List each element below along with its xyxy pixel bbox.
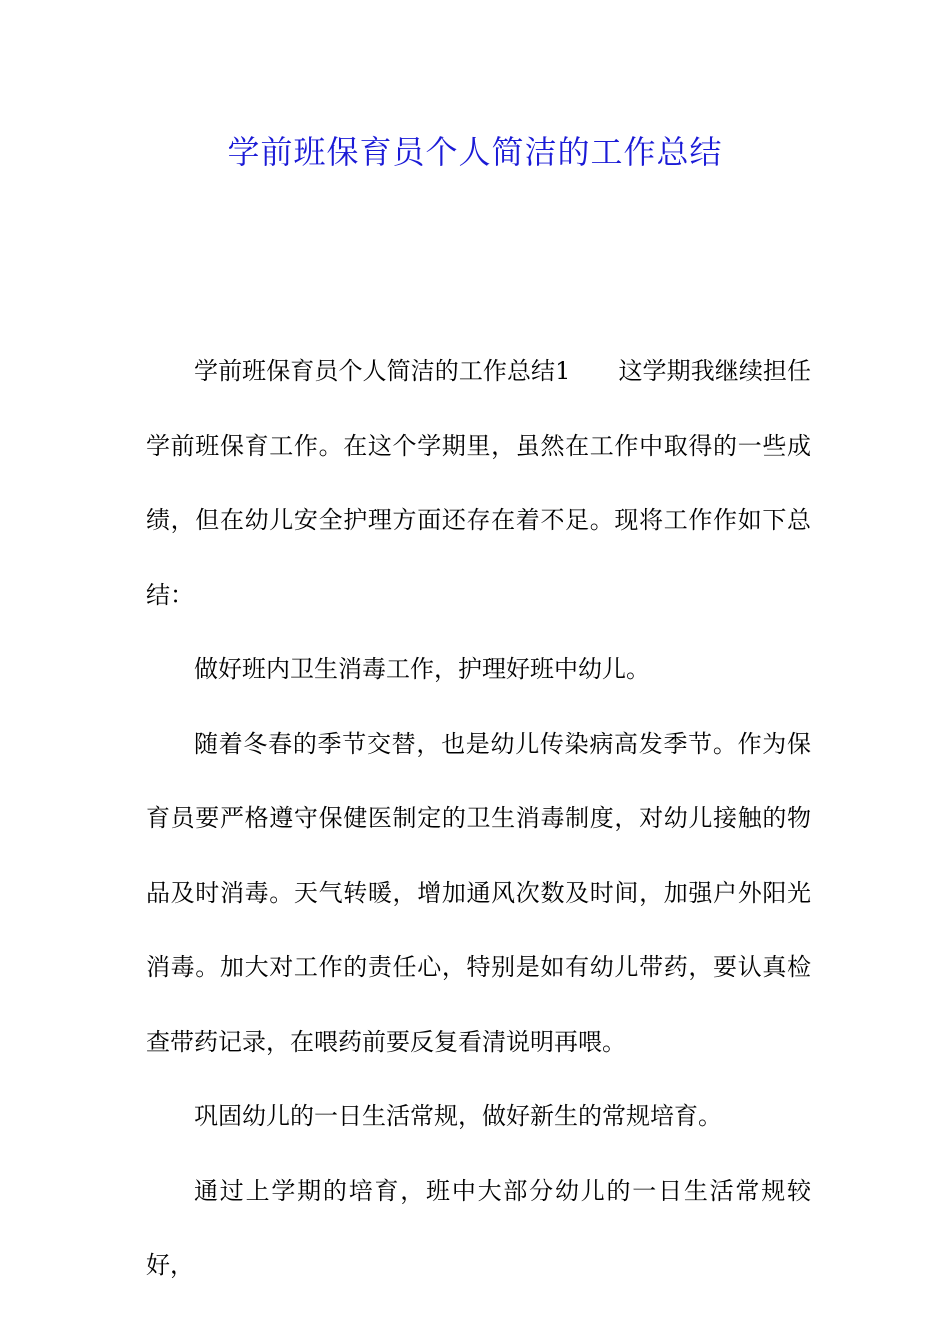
paragraph-4: 巩固幼儿的一日生活常规，做好新生的常规培育。 [194,1102,722,1130]
paragraph-1 [146,334,811,632]
document-body [146,334,811,1303]
paragraph-2: 做好班内卫生消毒工作，护理好班中幼儿。 [194,655,650,683]
paragraph-text: 这学期我继续担任学前班保育工作。在这个学期里，虽然在工作中取得的一些成绩，但在幼儿安全护理方面还存在着不足。现将工作作如下总结： [146,357,811,609]
paragraph-5: 通过上学期的培育，班中大部分幼儿的一日生活常规较好， [146,1176,811,1279]
document-title: 学前班保育员个人简洁的工作总结 [227,133,723,171]
paragraph-3: 随着冬春的季节交替，也是幼儿传染病高发季节。作为保育员要严格遵守保健医制定的卫生消毒制度，对幼儿接触的物品及时消毒。天气转暖，增加通风次数及时间，加强户外阳光消毒。加大对工作的责任心，特别是如有幼儿带药，要认真检查带药记录，在喂药前要反复看清说明再喂。 [146,729,811,1056]
section-heading: 学前班保育员个人简洁的工作总结1 [194,357,571,385]
